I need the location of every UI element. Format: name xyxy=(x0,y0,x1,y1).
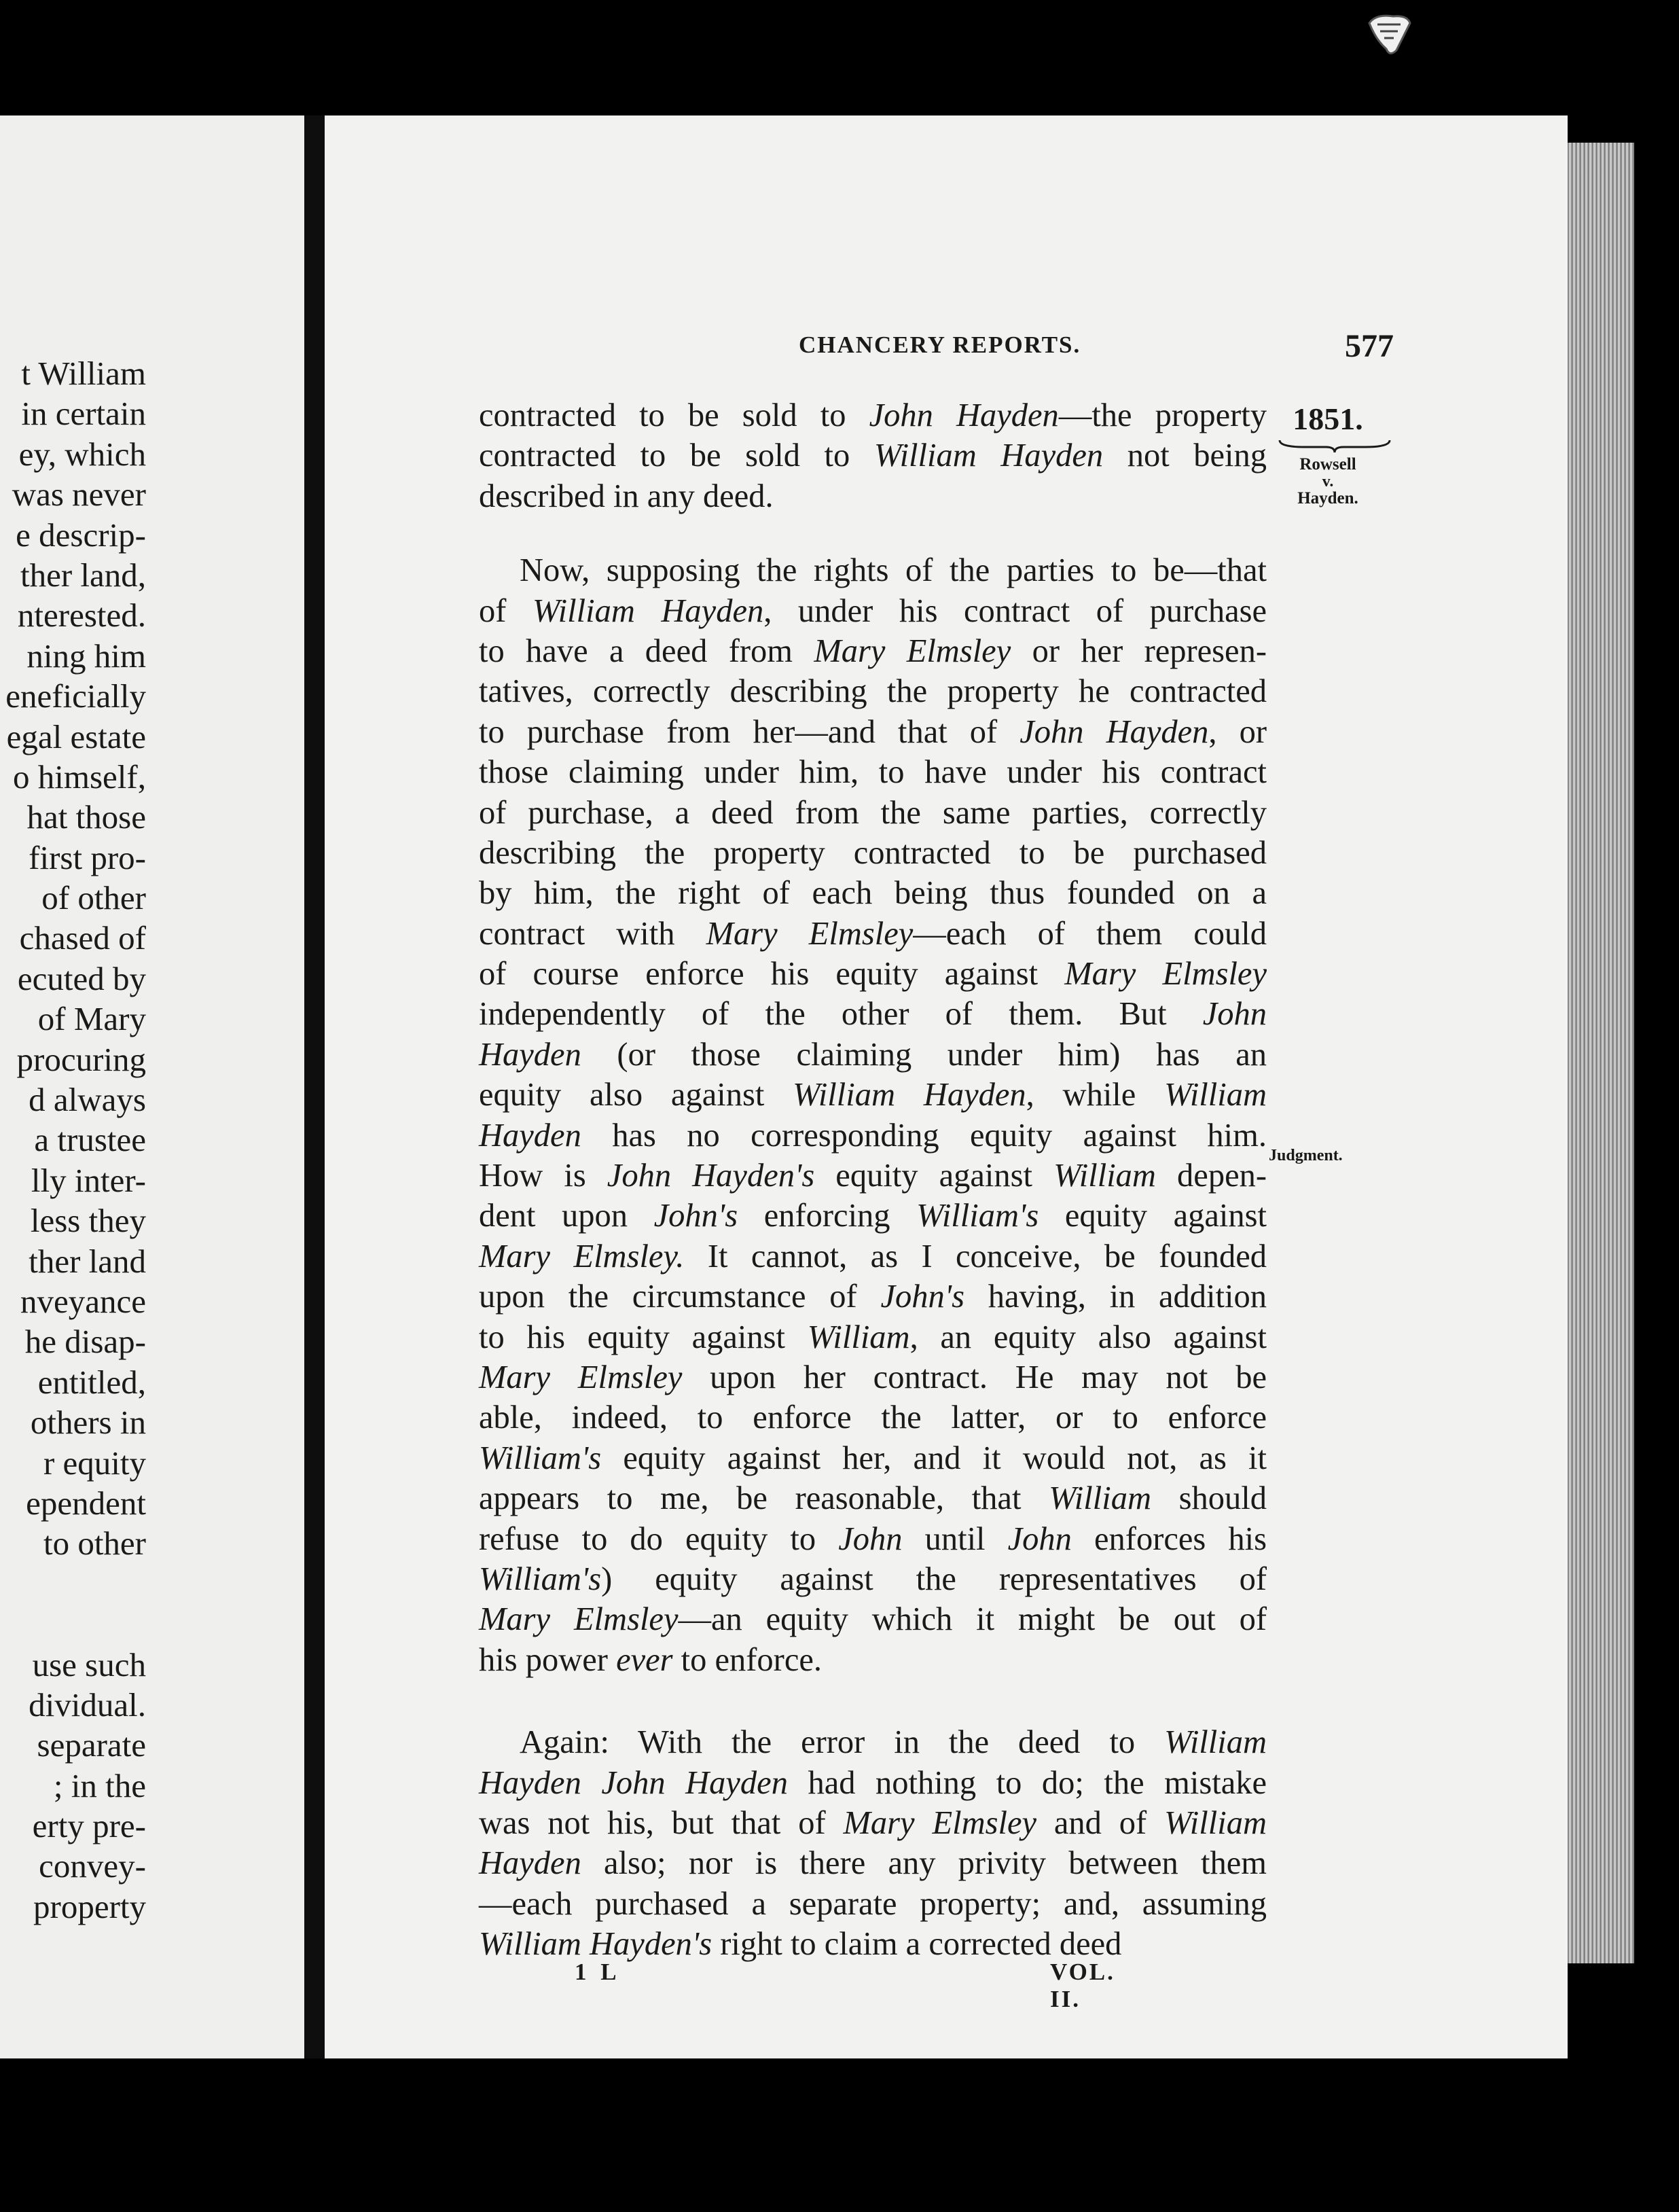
body-line: Hayden has no corresponding equity against him. xyxy=(479,1117,1267,1154)
body-line: upon the circumstance of John's having, in addition xyxy=(479,1279,1267,1315)
facing-page-line: entitled, xyxy=(37,1363,146,1401)
body-line: tatives, correctly describing the property he contracted xyxy=(479,673,1267,710)
body-line: of course enforce his equity against Mary Elmsley xyxy=(479,956,1267,993)
body-line: described in any deed. xyxy=(479,478,774,514)
facing-page-line: dividual. xyxy=(29,1685,146,1724)
margin-year: 1851. xyxy=(1293,402,1363,436)
facing-page-line: of Mary xyxy=(37,1000,146,1038)
facing-page-line: in certain xyxy=(21,395,146,433)
facing-page-line: ning him xyxy=(26,637,146,675)
facing-page-line: nterested. xyxy=(17,596,146,635)
signature-mark: 1 L xyxy=(575,1959,621,1985)
body-line: How is John Hayden's equity against William depen- xyxy=(479,1158,1267,1194)
margin-case-second: Hayden. xyxy=(1297,489,1358,507)
body-line: independently of the other of them. But John xyxy=(479,996,1267,1033)
body-line: was not his, but that of Mary Elmsley and of William xyxy=(479,1804,1267,1841)
body-line: Mary Elmsley. It cannot, as I conceive, be founded xyxy=(479,1238,1267,1274)
facing-page-line: chased of xyxy=(19,919,146,957)
facing-page-line: of other xyxy=(41,879,146,917)
facing-page-line: erty pre- xyxy=(32,1807,146,1845)
facing-page-line: property xyxy=(33,1887,146,1925)
body-line: to his equity against William, an equity also against xyxy=(479,1319,1267,1355)
facing-page-line: others in xyxy=(30,1404,146,1442)
body-line: Mary Elmsley—an equity which it might be out of xyxy=(479,1601,1267,1638)
body-line: Hayden (or those claiming under him) has an xyxy=(479,1036,1267,1073)
margin-case-v: v. xyxy=(1322,473,1334,490)
facing-page-line: ther land xyxy=(29,1242,146,1280)
facing-page-line: nveyance xyxy=(20,1282,146,1320)
body-line: appears to me, be reasonable, that William should xyxy=(479,1480,1267,1517)
facing-page-line: eneficially xyxy=(5,677,146,715)
body-line: Hayden John Hayden had nothing to do; the mistake xyxy=(479,1764,1267,1801)
body-line: those claiming under him, to have under his contract xyxy=(479,754,1267,791)
body-line: his power ever to enforce. xyxy=(479,1641,823,1678)
running-head: CHANCERY REPORTS. xyxy=(799,332,1081,358)
body-line: of purchase, a deed from the same parties, correctly xyxy=(479,794,1267,831)
body-line: contract with Mary Elmsley—each of them could xyxy=(479,915,1267,952)
facing-page-text xyxy=(0,353,146,1927)
facing-page-line: first pro- xyxy=(29,838,146,876)
facing-page-line: t William xyxy=(21,355,146,392)
facing-page-line: ey, which xyxy=(18,435,146,473)
body-line: equity also against William Hayden, while William xyxy=(479,1077,1267,1113)
facing-page-line: he disap- xyxy=(24,1323,146,1361)
facing-page-line: procuring xyxy=(16,1040,146,1078)
facing-page-line: a trustee xyxy=(34,1121,146,1159)
body-line: William's equity against her, and it would not, as it xyxy=(479,1440,1267,1476)
body-line: of William Hayden, under his contract of purchase xyxy=(479,592,1267,629)
facing-page-line: convey- xyxy=(39,1847,146,1885)
body-line: to have a deed from Mary Elmsley or her represen- xyxy=(479,632,1267,669)
facing-page-line: ecuted by xyxy=(17,959,146,997)
margin-case-first: Rowsell xyxy=(1299,455,1356,474)
body-line: Again: With the error in the deed to William xyxy=(520,1724,1267,1761)
facing-page-line: separate xyxy=(37,1726,146,1764)
body-line: contracted to be sold to William Hayden not being xyxy=(479,438,1267,474)
facing-page-fragment xyxy=(0,115,304,2058)
page-number: 577 xyxy=(1345,328,1394,364)
body-line: William Hayden's right to claim a corrected deed xyxy=(479,1926,1122,1963)
facing-page-line: egal estate xyxy=(6,717,146,755)
paragraph-gap xyxy=(479,1680,1267,1722)
facing-page-line: was never xyxy=(12,476,146,514)
book-gutter xyxy=(304,115,326,2058)
facing-page-line: e descrip- xyxy=(16,516,146,554)
body-line: describing the property contracted to be purchased xyxy=(479,834,1267,871)
facing-page-line: less they xyxy=(30,1202,146,1240)
facing-page-line: ependent xyxy=(26,1484,146,1522)
body-line: to purchase from her—and that of John Hayden, or xyxy=(479,713,1267,750)
body-line: Hayden also; nor is there any privity between them xyxy=(479,1845,1267,1882)
body-line: Now, supposing the rights of the parties to be—that xyxy=(520,552,1267,589)
facing-page-line: ; in the xyxy=(53,1766,146,1804)
margin-judgment-note: Judgment. xyxy=(1269,1147,1343,1164)
margin-notes xyxy=(1277,401,1379,508)
body-line: contracted to be sold to John Hayden—the property xyxy=(479,397,1267,433)
facing-page-line: use such xyxy=(32,1645,146,1683)
facing-page-line: lly inter- xyxy=(31,1161,146,1199)
facing-page-line: r equity xyxy=(43,1444,146,1482)
facing-page-gap xyxy=(0,1564,146,1645)
volume-mark: VOL. II. xyxy=(1050,1959,1115,2012)
body-line: Mary Elmsley upon her contract. He may not be xyxy=(479,1359,1267,1395)
facing-page-line: to other xyxy=(43,1524,146,1563)
body-line: by him, the right of each being thus founded on a xyxy=(479,875,1267,912)
body-line: —each purchased a separate property; and, assuming xyxy=(479,1885,1267,1922)
facing-page-line: d always xyxy=(29,1081,146,1119)
facing-page-line: ther land, xyxy=(20,556,146,594)
body-line: dent upon John's enforcing William's equity against xyxy=(479,1198,1267,1234)
brace-icon xyxy=(1277,438,1392,454)
body-line: William's) equity against the representatives of xyxy=(479,1560,1267,1597)
facing-page-line: hat those xyxy=(26,798,146,836)
facing-page-line: o himself, xyxy=(13,757,146,796)
corner-stamp-icon xyxy=(1362,10,1417,64)
body-line: able, indeed, to enforce the latter, or to enforce xyxy=(479,1399,1267,1436)
paragraph-gap xyxy=(479,516,1267,550)
body-line: refuse to do equity to John until John enforces his xyxy=(479,1520,1267,1557)
body-text xyxy=(479,395,1267,1964)
